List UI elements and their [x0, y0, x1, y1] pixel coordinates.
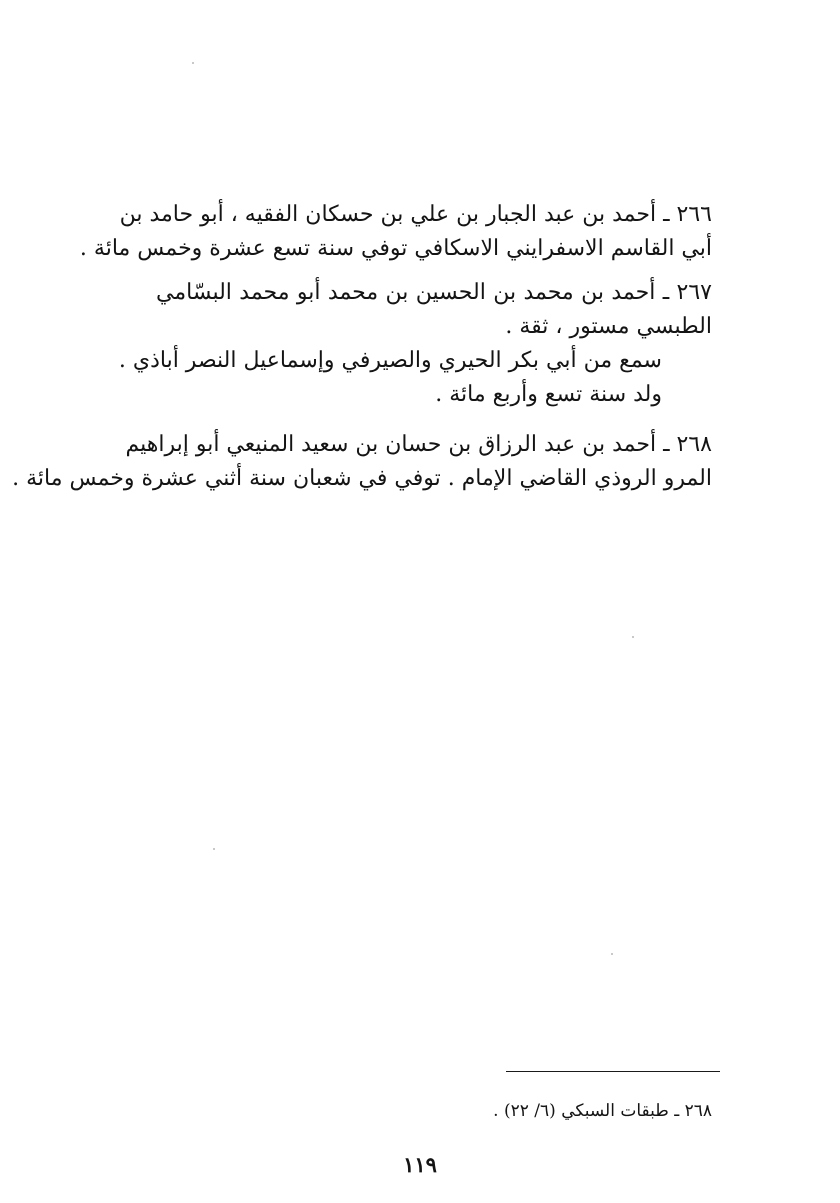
entry-268-line-2: المرو الروذي القاضي الإمام . توفي في شعبان سنة أثني عشرة وخمس مائة . [12, 466, 712, 491]
footnote: ٢٦٨ ـ طبقات السبكي (٦/ ٢٢) . [493, 1101, 712, 1121]
entry-266-line-1: ٢٦٦ ـ أحمد بن عبد الجبار بن علي بن حسكان الفقيه ، أبو حامد بن [119, 202, 712, 227]
entry-268-line-1: ٢٦٨ ـ أحمد بن عبد الرزاق بن حسان بن سعيد المنيعي أبو إبراهيم [125, 432, 712, 457]
page-number: ١١٩ [403, 1152, 437, 1177]
scan-speck [192, 62, 194, 64]
entry-266-line-2: أبي القاسم الاسفرايني الاسكافي توفي سنة تسع عشرة وخمس مائة . [79, 236, 712, 261]
entry-267-line-4: ولد سنة تسع وأربع مائة . [435, 382, 662, 407]
entry-267-line-3: سمع من أبي بكر الحيري والصيرفي وإسماعيل النصر أباذي . [118, 348, 662, 373]
footnote-separator [506, 1071, 720, 1072]
entry-267-line-2: الطبسي مستور ، ثقة . [505, 314, 712, 339]
scan-speck [611, 953, 613, 955]
entry-267-line-1: ٢٦٧ ـ أحمد بن محمد بن الحسين بن محمد أبو محمد البسّامي [156, 280, 712, 305]
scan-speck [213, 848, 215, 850]
scan-speck [632, 636, 634, 638]
